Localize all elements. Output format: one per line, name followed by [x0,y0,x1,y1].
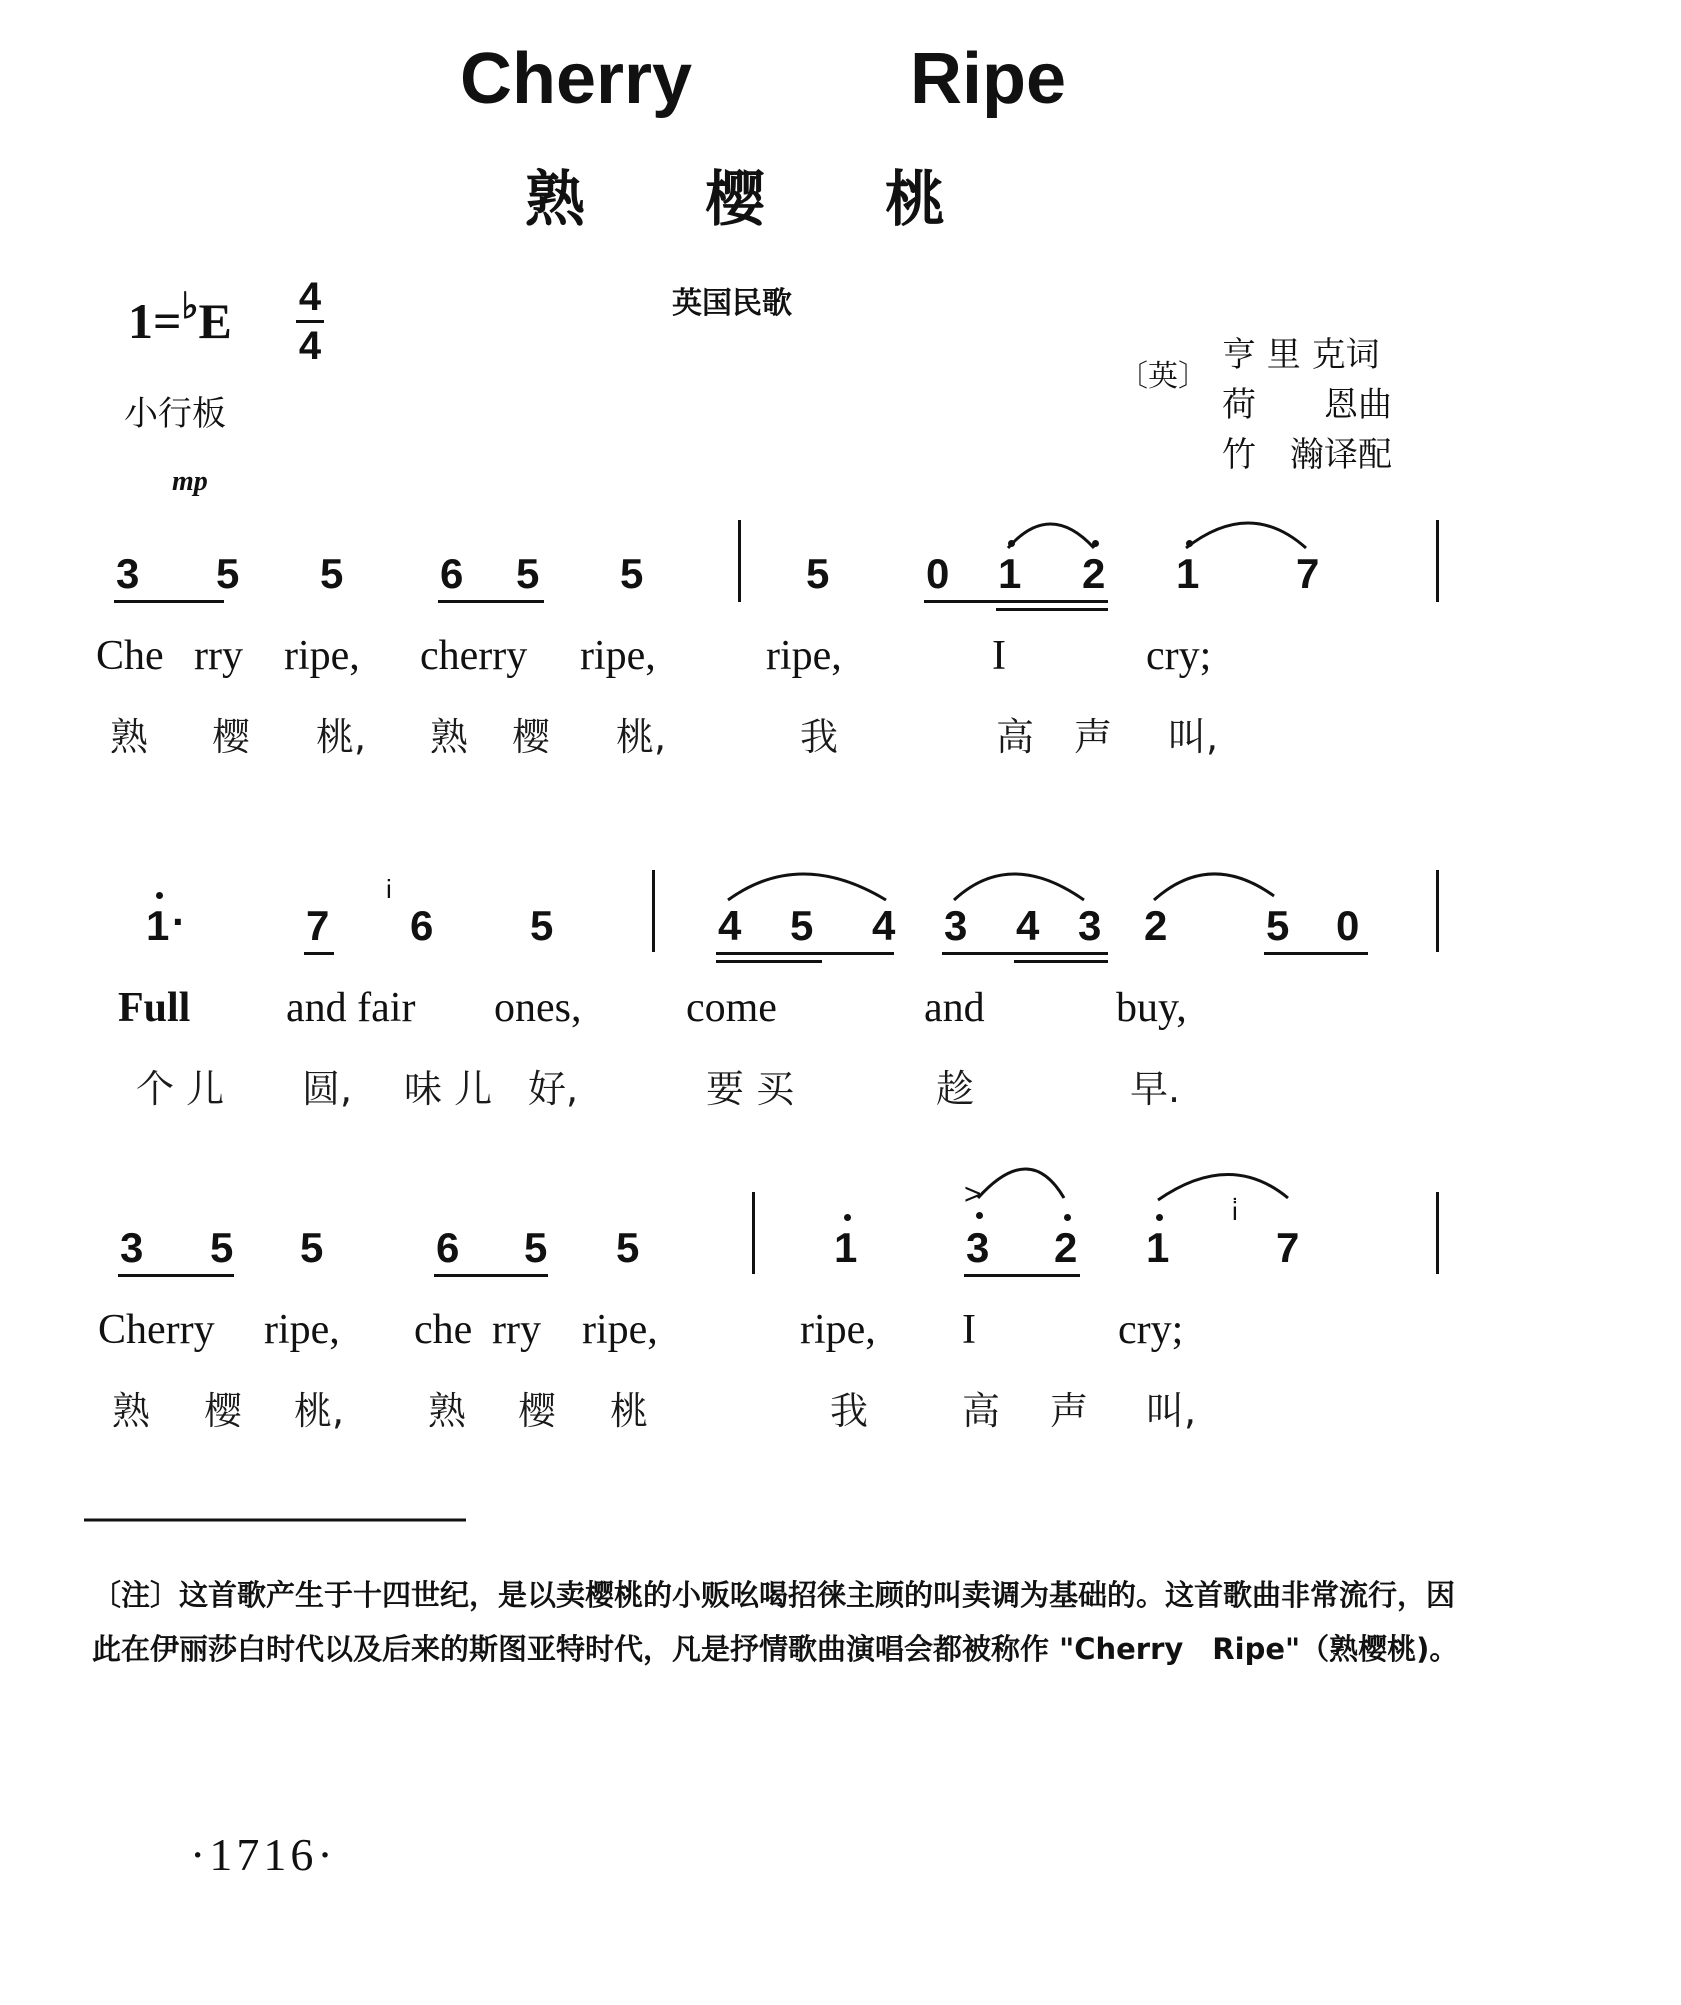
lyric-zh: 叫, [1168,715,1219,759]
note: 6 [410,902,434,949]
lyric-en: ripe, [580,633,656,679]
lyric-zh: 桃 [610,1389,649,1433]
lyric-en: ripe, [582,1307,658,1353]
page-number: ·1716· [190,1829,337,1880]
note: 2 [1144,902,1168,949]
title-chinese-char-2: 樱 [705,165,765,235]
note: 5 [620,550,644,597]
dynamic-marking: mp [172,466,208,497]
accent-mark: > [964,1178,982,1211]
note: 3 [944,902,968,949]
slur [954,874,1084,900]
note: 5 [530,902,554,949]
lyric-zh: 高 [996,715,1035,759]
lyric-zh: 熟 [430,715,469,759]
meter-top: 4 [298,275,322,319]
note: 2 [1054,1224,1078,1271]
lyric-zh: 好, [528,1067,579,1111]
slur [978,1169,1064,1198]
lyric-en: cry; [1146,633,1212,679]
lyric-zh: 圆, [302,1067,353,1111]
credit-composer: 荷 恩曲 [1222,385,1392,425]
lyric-en: cherry [420,633,528,679]
note: 4 [872,902,896,949]
lyric-zh: 叫, [1146,1389,1197,1433]
lyric-en: rry [492,1307,541,1353]
lyric-en: ripe, [800,1307,876,1353]
lyric-zh: 樱 [204,1389,243,1433]
tempo-marking: 小行板 [124,394,226,434]
note: 5 [524,1224,548,1271]
lyric-en: ripe, [766,633,842,679]
title-chinese-char-1: 熟 [525,165,585,235]
note: 4 [718,902,742,949]
title-chinese-char-3: 桃 [885,165,945,235]
lyric-zh: 我 [800,715,839,759]
key-letter: E [198,293,232,349]
note: 1 [1146,1224,1170,1271]
lyric-en: Cherry [98,1307,215,1353]
note: 1 [834,1224,858,1271]
lyric-en: and fair [286,985,416,1031]
note: 6 [440,550,464,597]
note: 1 [146,902,170,949]
note: 3 [966,1224,990,1271]
lyric-zh: 早. [1130,1067,1181,1111]
lyric-en: Full [118,985,191,1031]
credit-country: 〔英〕 [1118,359,1208,394]
note: 5 [216,550,240,597]
lyric-zh: 樱 [212,715,251,759]
lyric-en: I [992,633,1006,679]
note: 1 [1176,550,1200,597]
lyric-en: and [924,985,985,1031]
lyric-zh: 桃, [316,715,367,759]
note: 5 [210,1224,234,1271]
note: 5 [790,902,814,949]
lyric-zh: 桃, [616,715,667,759]
grace-note: i [386,874,392,904]
lyric-en: buy, [1116,985,1187,1031]
lyric-en: Che [96,633,164,679]
note: 3 [1078,902,1102,949]
lyric-en: come [686,985,777,1031]
lyric-en: cry; [1118,1307,1184,1353]
note: 5 [806,550,830,597]
slur [1158,1174,1288,1200]
note: 2 [1082,550,1106,597]
origin-label: 英国民歌 [672,286,792,321]
note: 4 [1016,902,1040,949]
note: 7 [1296,550,1320,597]
note: 1 [998,550,1022,597]
lyric-zh: 桃, [294,1389,345,1433]
slur [728,874,886,900]
note: 5 [516,550,540,597]
note: 5 [1266,902,1290,949]
lyric-zh: 要 买 [706,1067,795,1111]
lyric-en: ripe, [284,633,360,679]
flat-sign: ♭ [181,286,199,326]
lyric-zh: 樱 [518,1389,557,1433]
credit-translator: 竹 瀚译配 [1222,435,1392,475]
lyric-zh: 趁 [936,1067,975,1111]
note: 5 [300,1224,324,1271]
dotted-note-dot: · [172,898,186,945]
lyric-zh: 我 [830,1389,869,1433]
lyric-zh: 个 儿 [136,1067,225,1111]
lyric-en: I [962,1307,976,1353]
note: 3 [116,550,140,597]
grace-note: i̇ [1232,1196,1238,1226]
lyric-en: ones, [494,985,582,1031]
note: 3 [120,1224,144,1271]
note: 6 [436,1224,460,1271]
note: 5 [616,1224,640,1271]
lyric-zh: 高 [962,1389,1001,1433]
meter-bottom: 4 [298,324,322,368]
key-prefix: 1= [128,293,182,349]
lyric-zh: 声 [1074,715,1113,759]
lyric-zh: 熟 [428,1389,467,1433]
note: 7 [306,902,330,949]
credit-lyricist: 亨 里 克词 [1222,335,1380,375]
note: 7 [1276,1224,1300,1271]
footnote: 〔注〕这首歌产生于十四世纪，是以卖樱桃的小贩吆喝招徕主顾的叫卖调为基础的。这首歌曲非常流行，因此在伊丽莎白时代以及后来的斯图亚特时代，凡是抒情歌曲演唱会都被称作 "Cherry Ripe"（熟樱桃)。 [92,1578,1459,1666]
title-english-word-1: Cherry [460,39,693,119]
slur [1154,874,1274,900]
slur [1186,523,1306,548]
lyric-en: ripe, [264,1307,340,1353]
title-english-word-2: Ripe [910,39,1067,119]
note: 0 [926,550,950,597]
lyric-zh: 樱 [512,715,551,759]
lyric-zh: 熟 [110,715,149,759]
slur [1008,524,1094,548]
lyric-en: che [414,1307,473,1353]
note: 0 [1336,902,1360,949]
lyric-zh: 熟 [112,1389,151,1433]
lyric-zh: 味 儿 [404,1067,493,1111]
lyric-en: rry [194,633,243,679]
lyric-zh: 声 [1050,1389,1089,1433]
note: 5 [320,550,344,597]
